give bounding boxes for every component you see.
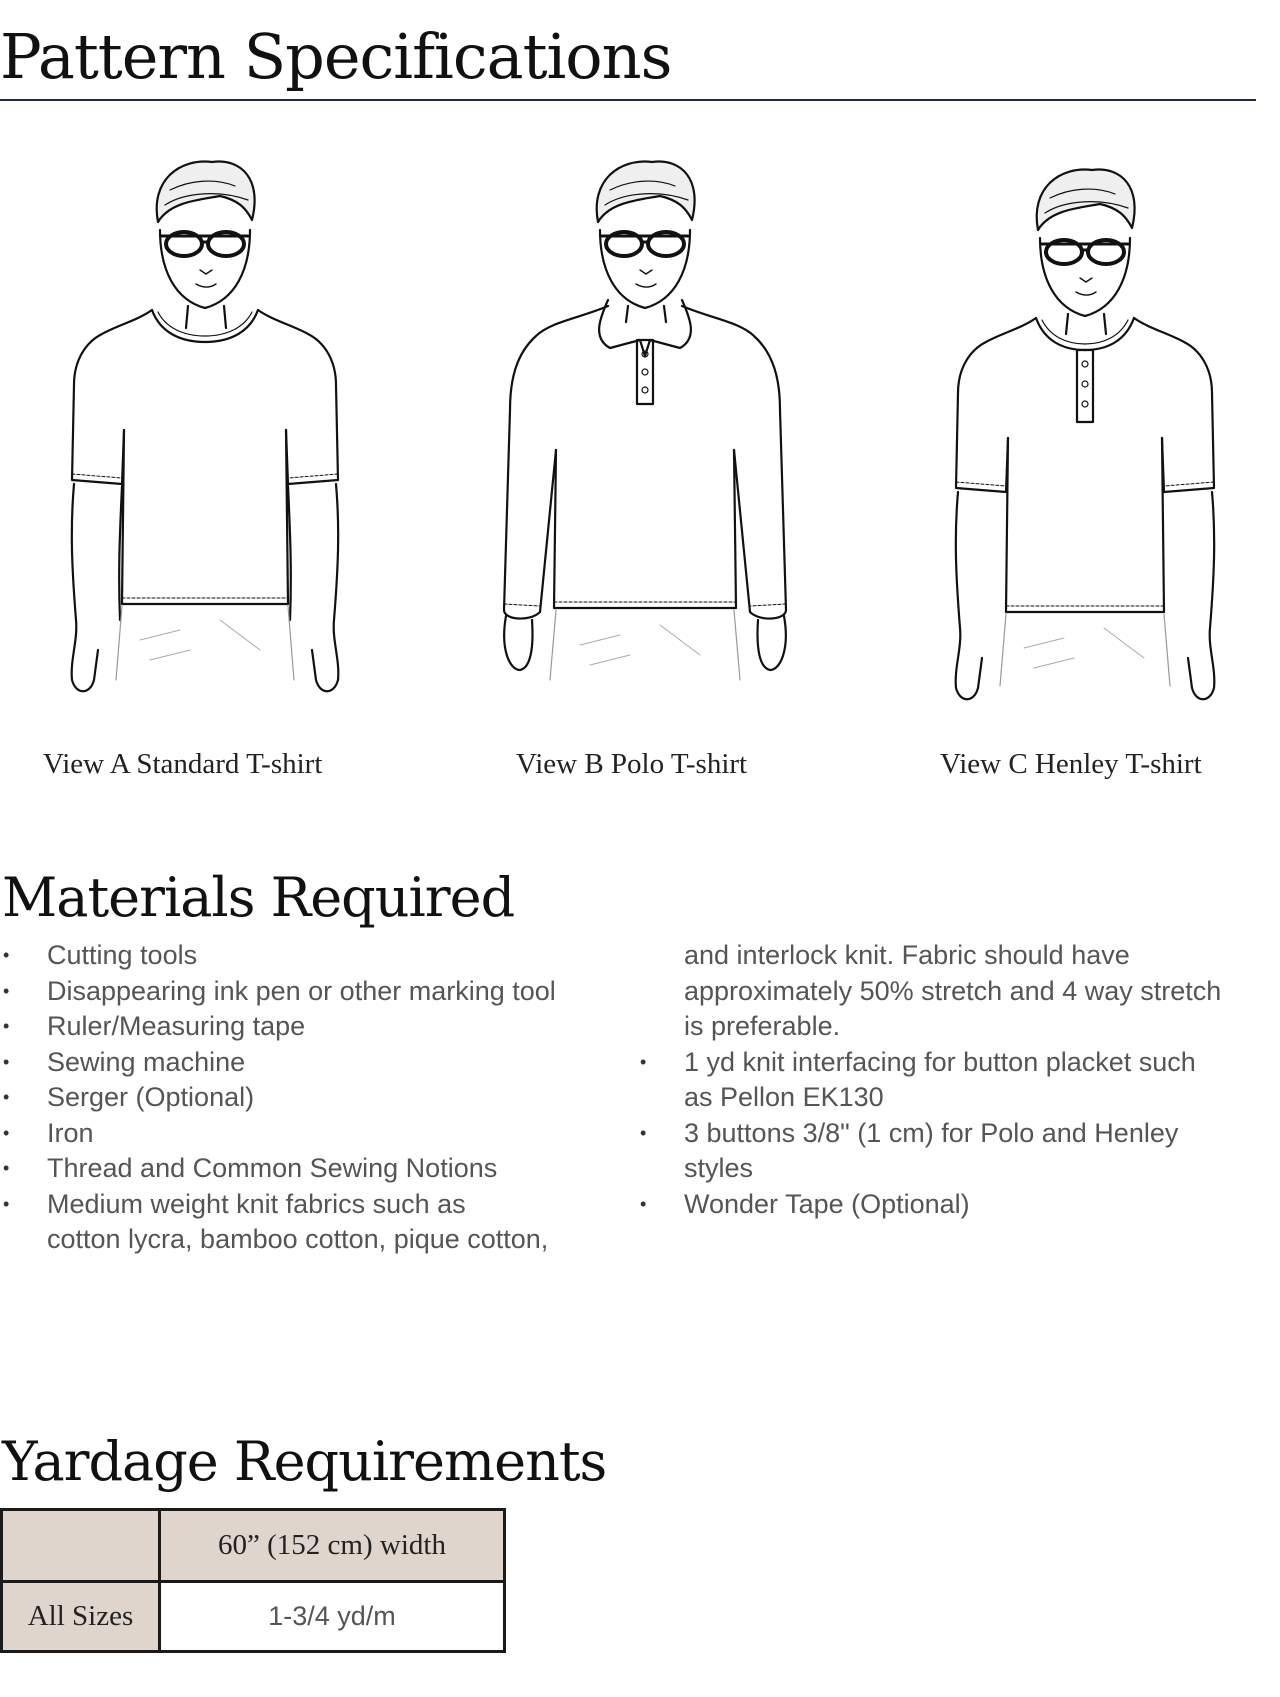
yardage-header-row bbox=[2, 1510, 505, 1582]
materials-list-item: • Cutting tools bbox=[0, 938, 620, 974]
yardage-table bbox=[0, 1508, 506, 1653]
illustration-standard-tshirt bbox=[20, 150, 380, 740]
yardage-row-label: All Sizes bbox=[2, 1582, 160, 1652]
materials-list-left bbox=[0, 938, 620, 1258]
yardage-value: 1-3/4 yd/m bbox=[160, 1582, 505, 1652]
materials-list-item: • Ruler/Measuring tape bbox=[0, 1009, 620, 1045]
caption-view-c: View C Henley T-shirt bbox=[940, 748, 1202, 780]
yardage-col-header: 60” (152 cm) width bbox=[160, 1510, 505, 1582]
illustration-henley-tshirt bbox=[900, 150, 1260, 740]
materials-list-item: is preferable. bbox=[684, 1011, 841, 1041]
materials-list-item: • Thread and Common Sewing Notions bbox=[0, 1151, 620, 1187]
materials-list-item: • 3 buttons 3/8" (1 cm) for Polo and Henley bbox=[637, 1116, 1280, 1152]
yardage-data-row bbox=[2, 1582, 505, 1652]
materials-list-item: and interlock knit. Fabric should have bbox=[684, 940, 1130, 970]
illustration-polo-tshirt bbox=[460, 150, 820, 740]
materials-list-item: • Disappearing ink pen or other marking tool bbox=[0, 974, 620, 1010]
materials-list-item: as Pellon EK130 bbox=[684, 1082, 884, 1112]
caption-view-b: View B Polo T-shirt bbox=[516, 748, 748, 780]
materials-list-item: • 1 yd knit interfacing for button placket such bbox=[637, 1045, 1280, 1081]
figure-view-b bbox=[460, 150, 820, 740]
materials-list-item: styles bbox=[684, 1153, 754, 1183]
materials-list-item: • Sewing machine bbox=[0, 1045, 620, 1081]
materials-list-right bbox=[637, 938, 1280, 1222]
figure-view-c bbox=[900, 150, 1260, 740]
materials-list-item: • Wonder Tape (Optional) bbox=[637, 1187, 1280, 1223]
materials-list-item: • Medium weight knit fabrics such as bbox=[0, 1187, 620, 1223]
materials-list-item: cotton lycra, bamboo cotton, pique cotton, bbox=[47, 1224, 549, 1254]
materials-list-item: approximately 50% stretch and 4 way stretch bbox=[684, 975, 1222, 1006]
materials-heading: Materials Required bbox=[2, 866, 515, 929]
yardage-heading: Yardage Requirements bbox=[2, 1430, 607, 1493]
page-title: Pattern Specifications bbox=[0, 20, 672, 93]
yardage-corner-cell bbox=[2, 1510, 160, 1582]
title-divider bbox=[0, 99, 1256, 101]
materials-list-item: • Serger (Optional) bbox=[0, 1080, 620, 1116]
figure-view-a bbox=[20, 150, 380, 740]
caption-view-a: View A Standard T-shirt bbox=[43, 748, 323, 780]
materials-list-item: • Iron bbox=[0, 1116, 620, 1152]
